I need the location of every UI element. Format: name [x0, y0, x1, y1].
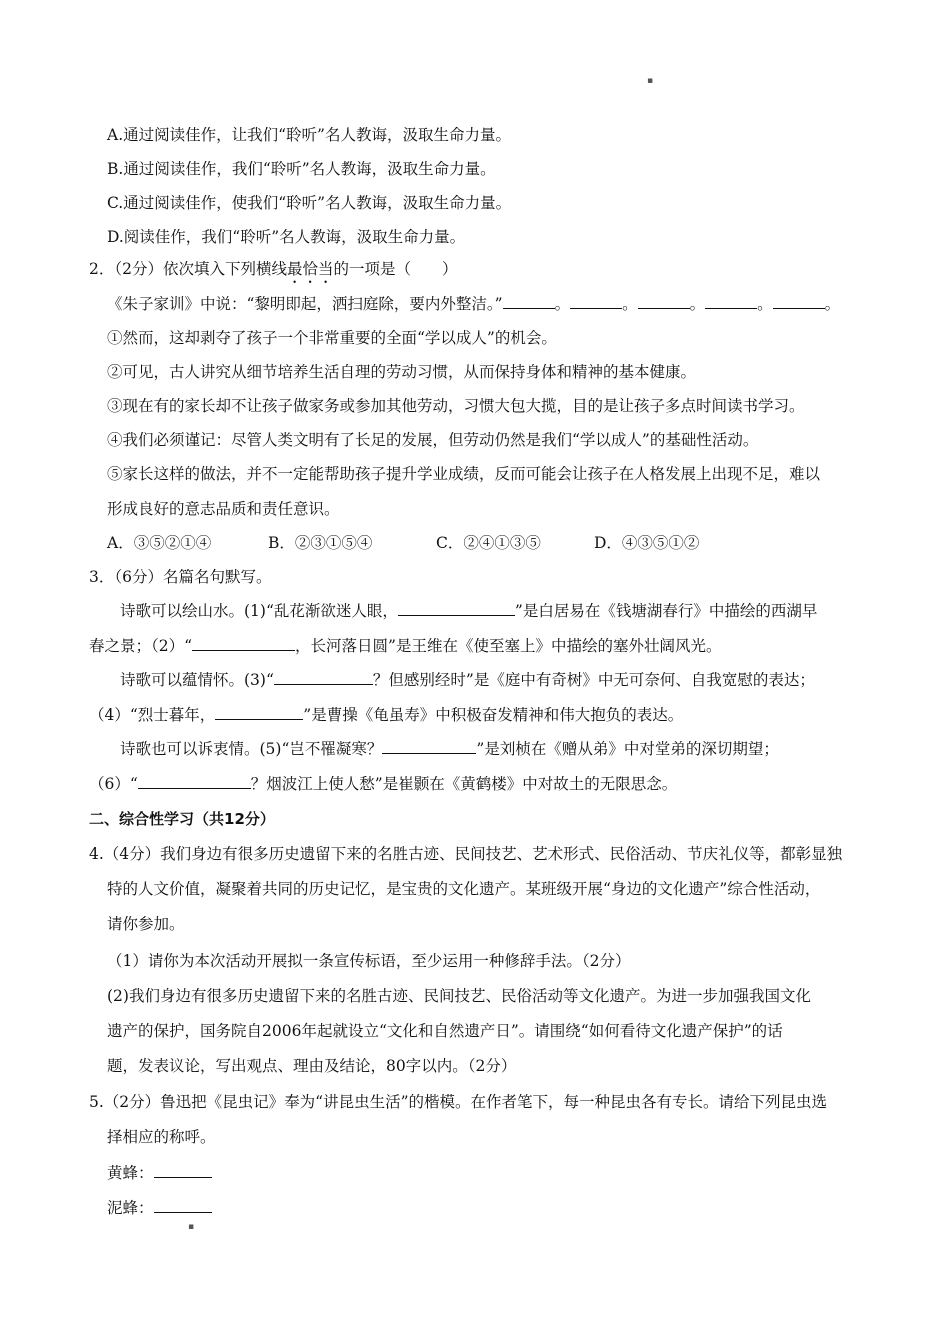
q5-hornet-blank[interactable]: [154, 1162, 212, 1178]
q2-choice-a[interactable]: A．③⑤②①④: [107, 534, 212, 552]
q3-line-2: [89, 635, 721, 657]
scan-mark-top: ▪: [647, 76, 654, 86]
q3-line-6: [89, 773, 677, 795]
q4-line-1: 4.（4分）我们身边有很多历史遗留下来的名胜古迹、民间技艺、艺术形式、民俗活动、节庆礼仪等，都彰显独: [89, 845, 843, 863]
q2-choice-b[interactable]: B．②③①⑤④: [268, 534, 373, 552]
q3-l4-text-a: （4）“烈士暮年，: [89, 706, 216, 724]
q5-item-hornet: [107, 1162, 212, 1184]
q2-blank-1[interactable]: [503, 293, 555, 309]
q4-sub-2-line-2: 遗产的保护，国务院自2006年起就设立“文化和自然遗产日”。请围绕“如何看待文化遗产保护”的话: [107, 1022, 783, 1040]
q2-item-3: ③现在有的家长却不让孩子做家务或参加其他劳动，习惯大包大揽，目的是让孩子多点时间读书学习。: [107, 397, 805, 415]
q4-sub-2-line-1: (2)我们身边有很多历史遗留下来的名胜古迹、民间技艺、民俗活动等文化遗产。为进一步加强我国文化: [107, 987, 811, 1005]
q3-blank-1[interactable]: [398, 600, 515, 616]
section-2-heading: 二、综合性学习（共12分）: [89, 810, 275, 828]
q2-quote: 《朱子家训》中说：“黎明即起，洒扫庭除，要内外整洁。”: [107, 295, 503, 313]
q5-mud-wasp-label: 泥蜂：: [107, 1199, 154, 1217]
q2-item-4: ④我们必须谨记：尽管人类文明有了长足的发展，但劳动仍然是我们“学以成人”的基础性活动。: [107, 431, 759, 449]
q2-sep-4: 。: [757, 295, 773, 313]
q2-sep-5: 。: [824, 295, 841, 313]
q2-title: [89, 258, 458, 287]
q3-line-1: [120, 600, 817, 622]
q1-option-b: B.通过阅读佳作，我们“聆听”名人教诲，汲取生命力量。: [107, 160, 496, 178]
q3-line-5: [120, 738, 779, 760]
q5-item-mud-wasp: [107, 1197, 212, 1219]
q3-blank-4[interactable]: [215, 704, 303, 720]
q5-line-2: 择相应的称呼。: [107, 1128, 216, 1146]
q2-sep-1: 。: [554, 295, 571, 313]
q5-mud-wasp-blank[interactable]: [154, 1197, 212, 1213]
q3-l1-text-b: ”是白居易在《钱塘湖春行》中描绘的西湖早: [514, 602, 818, 620]
scan-mark-bottom: ▪: [188, 1222, 195, 1232]
q3-l5-text-a: 诗歌也可以诉衷情。(5)“岂不罹凝寒？: [120, 740, 383, 758]
q3-line-3: [120, 669, 815, 691]
q3-title: 3．（6分）名篇名句默写。: [89, 568, 272, 586]
q5-hornet-label: 黄蜂：: [107, 1164, 154, 1182]
q2-sep-3: 。: [689, 295, 706, 313]
q2-blank-2[interactable]: [570, 293, 622, 309]
q2-choice-c[interactable]: C．②④①③⑤: [436, 534, 541, 552]
q3-blank-5[interactable]: [382, 738, 476, 754]
q2-choice-d[interactable]: D．④③⑤①②: [594, 534, 700, 552]
q2-blank-3[interactable]: [638, 293, 690, 309]
q3-l3-text-b: ？但感别经时”是《庭中有奇树》中无可奈何、自我宽慰的表达；: [372, 671, 815, 689]
q3-blank-2[interactable]: [192, 635, 295, 651]
q2-blank-4[interactable]: [705, 293, 757, 309]
q1-option-d: D.阅读佳作，我们“聆听”名人教诲，汲取生命力量。: [107, 228, 466, 246]
q2-item-1: ①然而，这却剥夺了孩子一个非常重要的全面“学以成人”的机会。: [107, 329, 557, 347]
q5-line-1: 5.（2分）鲁迅把《昆虫记》奉为“讲昆虫生活”的楷模。在作者笔下，每一种昆虫各有专长。请给下列昆虫选: [89, 1093, 828, 1111]
q4-line-2: 特的人文价值，凝聚着共同的历史记忆，是宝贵的文化遗产。某班级开展“身边的文化遗产”综合性活动，: [107, 880, 821, 898]
q3-l3-text-a: 诗歌可以蕴情怀。(3)“: [120, 671, 274, 689]
q3-blank-3[interactable]: [274, 669, 373, 685]
q4-sub-2-line-3: 题，发表议论，写出观点、理由及结论，80字以内。（2分）: [107, 1057, 517, 1075]
q1-option-a: A.通过阅读佳作，让我们“聆听”名人教诲，汲取生命力量。: [107, 126, 511, 144]
q2-item-2: ②可见，古人讲究从细节培养生活自理的劳动习惯，从而保持身体和精神的基本健康。: [107, 363, 697, 381]
q1-option-c: C.通过阅读佳作，使我们“聆听”名人教诲，汲取生命力量。: [107, 194, 512, 212]
q3-l2-text-b: ，长河落日圆”是王维在《使至塞上》中描绘的塞外壮阔风光。: [295, 637, 722, 655]
q2-quote-line: [107, 293, 840, 315]
q2-title-prefix: 2．（2分）依次填入下列横线: [89, 260, 287, 278]
q2-item-5: ⑤家长这样的做法，并不一定能帮助孩子提升学业成绩，反而可能会让孩子在人格发展上出现不足，难以: [107, 465, 821, 483]
q3-line-4: [89, 704, 683, 726]
q3-blank-6[interactable]: [138, 773, 251, 789]
q2-sep-2: 。: [622, 295, 638, 313]
q2-choices: [107, 532, 699, 554]
q3-l1-text-a: 诗歌可以绘山水。(1)“乱花渐欲迷人眼，: [120, 602, 398, 620]
q2-item-5-cont: 形成良好的意志品质和责任意识。: [107, 500, 340, 518]
q3-l6-text-b: ？烟波江上使人愁”是崔颢在《黄鹤楼》中对故土的无限思念。: [250, 775, 678, 793]
q2-blank-5[interactable]: [773, 293, 825, 309]
q3-l5-text-b: ”是刘桢在《赠从弟》中对堂弟的深切期望；: [476, 740, 779, 758]
q2-title-suffix: 的一项是（ ）: [333, 260, 458, 278]
q3-l4-text-b: ”是曹操《龟虽寿》中积极奋发精神和伟大抱负的表达。: [303, 706, 684, 724]
q4-sub-1: （1）请你为本次活动开展拟一条宣传标语，至少运用一种修辞手法。（2分）: [107, 952, 631, 970]
q4-line-3: 请你参加。: [107, 915, 185, 933]
q3-l2-text-a: 春之景；（2）“: [89, 637, 193, 655]
q2-title-emphasis: 最恰当: [286, 260, 334, 278]
q3-l6-text-a: （6）“: [89, 775, 138, 793]
